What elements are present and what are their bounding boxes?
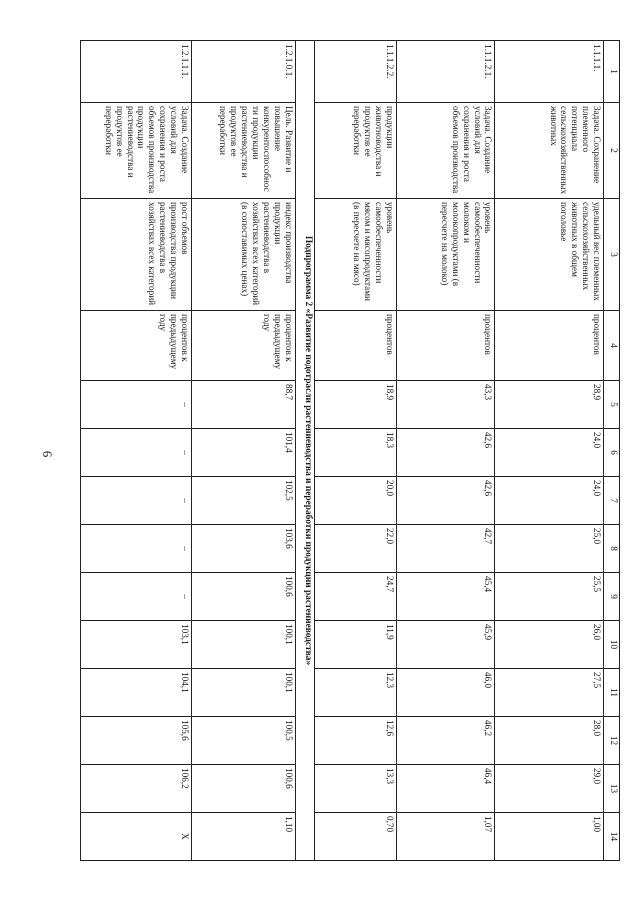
row-value: 106,2: [81, 765, 192, 813]
subprogram-title: Подпрограмма 2 «Развитие подотрасли растениеводства и переработки продукции растениеводства»: [295, 41, 315, 861]
row-value: 22,0: [315, 525, 396, 573]
row-value: 0,70: [315, 813, 396, 861]
row-value: 101,4: [191, 429, 295, 477]
table-row: [396, 41, 495, 861]
row-value: 42,6: [396, 429, 495, 477]
row-value: 1,07: [396, 813, 495, 861]
row-value: 43,3: [396, 381, 495, 429]
row-value: 25,0: [495, 525, 604, 573]
col-num: 4: [603, 311, 619, 381]
row-value: –: [81, 381, 192, 429]
page-number: 6: [40, 450, 55, 458]
indicators-table: [80, 40, 620, 861]
table-row: [315, 41, 396, 861]
row-value: –: [81, 573, 192, 621]
rotated-table-wrapper: [80, 40, 620, 860]
row-value: Х: [81, 813, 192, 861]
row-indicator: рост объемов производства продукции растениеводства в хозяйствах всех категорий: [81, 199, 192, 311]
row-unit: процентов: [396, 311, 495, 381]
row-value: 100,1: [191, 621, 295, 669]
row-value: 102,5: [191, 477, 295, 525]
row-task: Задача. Сохранение племенного потенциала сельскохозяйственных животных: [495, 103, 604, 199]
col-num: 6: [603, 429, 619, 477]
row-value: –: [81, 477, 192, 525]
row-value: 18,9: [315, 381, 396, 429]
row-task: Задача. Создание условий для сохранения и роста объемов производства продукции растениеводства и продуктов ее переработки: [81, 103, 192, 199]
row-value: 88,7: [191, 381, 295, 429]
row-value: 100,6: [191, 573, 295, 621]
row-value: 1,00: [495, 813, 604, 861]
column-number-row: [603, 41, 619, 861]
row-value: 12,3: [315, 669, 396, 717]
row-id: 1.2.1.1.1.: [81, 41, 192, 103]
row-value: 46,0: [396, 669, 495, 717]
row-value: 46,4: [396, 765, 495, 813]
row-id: 1.1.1.2.2.: [315, 41, 396, 103]
col-num: 3: [603, 199, 619, 311]
col-num: 10: [603, 621, 619, 669]
col-num: 5: [603, 381, 619, 429]
row-id: 1.1.1.1.: [495, 41, 604, 103]
row-value: 42,6: [396, 477, 495, 525]
table-row: [81, 41, 192, 861]
col-num: 1: [603, 41, 619, 103]
subprogram-row: [295, 41, 315, 861]
row-value: 105,6: [81, 717, 192, 765]
row-unit: процентов: [495, 311, 604, 381]
row-task: Задача. Создание условий для сохранения и роста объемов производства: [396, 103, 495, 199]
row-value: 100,6: [191, 765, 295, 813]
row-value: 27,5: [495, 669, 604, 717]
row-id: 1.2.1.0.1.: [191, 41, 295, 103]
col-num: 13: [603, 765, 619, 813]
col-num: 8: [603, 525, 619, 573]
col-num: 7: [603, 477, 619, 525]
row-indicator: уровень самообеспеченности молоком и молокопродуктами (в пересчете на молоко): [396, 199, 495, 311]
row-value: 11,9: [315, 621, 396, 669]
row-indicator: уровень самообеспеченности мясом и мясопродуктами (в пересчете на мясо): [315, 199, 396, 311]
row-value: 103,1: [81, 621, 192, 669]
row-unit: процентов к предыдущему году: [191, 311, 295, 381]
row-value: 45,4: [396, 573, 495, 621]
row-value: 45,9: [396, 621, 495, 669]
col-num: 2: [603, 103, 619, 199]
row-value: 24,7: [315, 573, 396, 621]
row-indicator: удельный вес племенных сельскохозяйственных животных в общем поголовье: [495, 199, 604, 311]
row-value: 103,6: [191, 525, 295, 573]
row-value: 12,6: [315, 717, 396, 765]
col-num: 14: [603, 813, 619, 861]
row-value: 1,10: [191, 813, 295, 861]
table-row: [495, 41, 604, 861]
row-indicator: индекс производства продукции растениеводства в хозяйствах всех категорий (в сопоставимых ценах): [191, 199, 295, 311]
col-num: 12: [603, 717, 619, 765]
row-value: 24,0: [495, 477, 604, 525]
row-value: 28,9: [495, 381, 604, 429]
row-value: 46,2: [396, 717, 495, 765]
row-value: 18,3: [315, 429, 396, 477]
col-num: 11: [603, 669, 619, 717]
row-value: –: [81, 429, 192, 477]
row-task: Цель. Развитие и повышение конкурентоспособности продукции растениеводства и продуктов ее переработки: [191, 103, 295, 199]
col-num: 9: [603, 573, 619, 621]
row-task: продукции животноводства и продуктов ее переработки: [315, 103, 396, 199]
row-unit: процентов к предыдущему году: [81, 311, 192, 381]
row-value: 26,0: [495, 621, 604, 669]
row-value: 28,0: [495, 717, 604, 765]
row-unit: процентов: [315, 311, 396, 381]
row-value: 20,0: [315, 477, 396, 525]
row-value: 13,3: [315, 765, 396, 813]
row-value: –: [81, 525, 192, 573]
row-value: 25,5: [495, 573, 604, 621]
row-value: 104,1: [81, 669, 192, 717]
row-id: 1.1.1.2.1.: [396, 41, 495, 103]
row-value: 24,0: [495, 429, 604, 477]
row-value: 100,5: [191, 717, 295, 765]
row-value: 29,0: [495, 765, 604, 813]
table-row: [191, 41, 295, 861]
row-value: 42,7: [396, 525, 495, 573]
row-value: 100,1: [191, 669, 295, 717]
